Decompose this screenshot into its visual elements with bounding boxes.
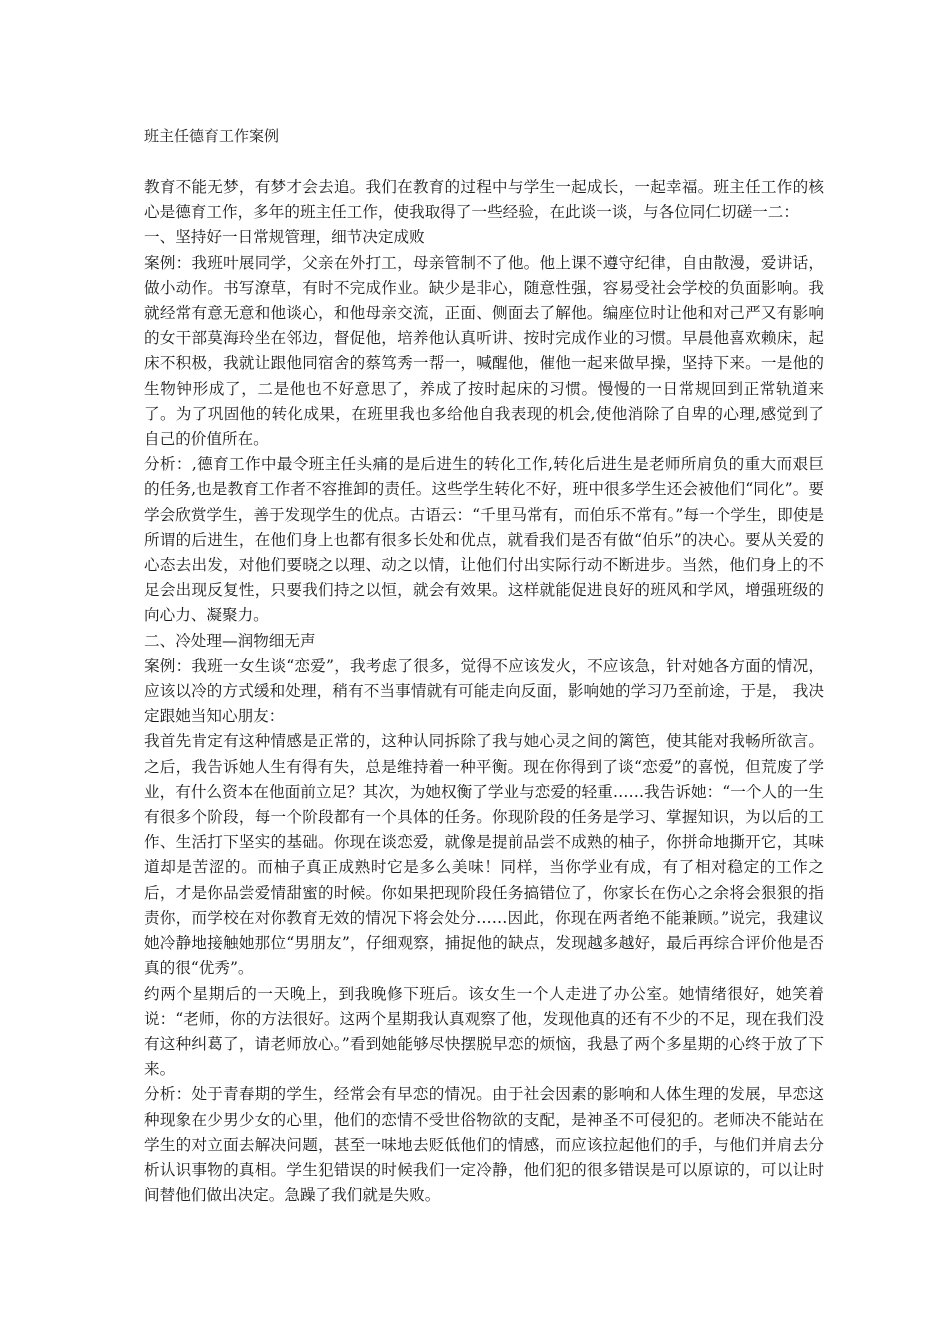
document-title: 班主任德育工作案例	[144, 127, 280, 145]
document-body	[144, 175, 824, 1208]
paragraph-case-1: 案例：我班叶展同学，父亲在外打工，母亲管制不了他。他上课不遵守纪律，自由散漫，爱讲话，做小动作。书写潦草，有时不完成作业。缺少是非心，随意性强，容易受社会学校的负面影响。我就经常有意无意和他谈心，和他母亲交流，正面、侧面去了解他。编座位时让他和对己严又有影响的女干部莫海玲坐在邻边，督促他，培养他认真听讲、按时完成作业的习惯。早晨他喜欢赖床，起床不积极，我就让跟他同宿舍的蔡笃秀一帮一，喊醒他，催他一起来做早操，坚持下来。一是他的生物钟形成了，二是他也不好意思了，养成了按时起床的习惯。慢慢的一日常规回到正常轨道来了。为了巩固他的转化成果，在班里我也多给他自我表现的机会,使他消除了自卑的心理,感觉到了自己的价值所在。	[144, 253, 824, 449]
paragraph-case-2-outcome: 约两个星期后的一天晚上，到我晚修下班后。该女生一个人走进了办公室。她情绪很好，她笑着说：“老师，你的方法很好。这两个星期我认真观察了他，发现他真的还有不少的不足，现在我们没有这种纠葛了，请老师放心。”看到她能够尽快摆脱早恋的烦恼，我悬了两个多星期的心终于放了下来。	[144, 984, 824, 1079]
section-heading-2: 二、冷处理—润物细无声	[144, 631, 316, 650]
paragraph-analysis-1: 分析：,德育工作中最令班主任头痛的是后进生的转化工作,转化后进生是老师所肩负的重大而艰巨的任务,也是教育工作者不容推卸的责任。这些学生转化不好，班中很多学生还会被他们“同化”。要学会欣赏学生，善于发现学生的优点。古语云：“千里马常有，而伯乐不常有。”每一个学生，即使是所谓的后进生，在他们身上也都有很多长处和优点，就看我们是否有做“伯乐”的决心。要从关爱的心态去出发，对他们要晓之以理、动之以情，让他们付出实际行动不断进步。当然，他们身上的不足会出现反复性，只要我们持之以恒，就会有效果。这样就能促进良好的班风和学风，增强班级的向心力、凝聚力。	[144, 455, 824, 625]
paragraph-intro: 教育不能无梦，有梦才会去追。我们在教育的过程中与学生一起成长，一起幸福。班主任工作的核心是德育工作，多年的班主任工作，使我取得了一些经验，在此谈一谈，与各位同仁切磋一二：	[144, 178, 824, 222]
paragraph-case-2: 案例：我班一女生谈“恋爱”，我考虑了很多，觉得不应该发火，不应该急，针对她各方面的情况，应该以冷的方式缓和处理，稍有不当事情就有可能走向反面，影响她的学习乃至前途，于是， 我决定跟她当知心朋友：	[144, 656, 824, 726]
paragraph-analysis-2: 分析：处于青春期的学生，经常会有早恋的情况。由于社会因素的影响和人体生理的发展，早恋这种现象在少男少女的心里，他们的恋情不受世俗物欲的支配，是神圣不可侵犯的。老师决不能站在学生的对立面去解决问题，甚至一味地去贬低他们的情感，而应该拉起他们的手，与他们并肩去分析认识事物的真相。学生犯错误的时候我们一定冷静，他们犯的很多错误是可以原谅的，可以让时间替他们做出决定。急躁了我们就是失败。	[144, 1085, 824, 1205]
paragraph-case-2-detail: 我首先肯定有这种情感是正常的，这种认同拆除了我与她心灵之间的篱笆，使其能对我畅所欲言。之后，我告诉她人生有得有失，总是维持着一种平衡。现在你得到了谈“恋爱”的喜悦，但荒废了学业，有什么资本在他面前立足？其次，为她权衡了学业与恋爱的轻重……我告诉她：“一个人的一生有很多个阶段，每一个阶段都有一个具体的任务。你现阶段的任务是学习、掌握知识，为以后的工作、生活打下坚实的基础。你现在谈恋爱，就像是提前品尝不成熟的柚子，你拼命地撕开它，其味道却是苦涩的。而柚子真正成熟时它是多么美味！同样，当你学业有成，有了相对稳定的工作之后，才是你品尝爱情甜蜜的时候。你如果把现阶段任务搞错位了，你家长在伤心之余将会狠狠的指责你，而学校在对你教育无效的情况下将会处分……因此，你现在两者绝不能兼顾。”说完，我建议她冷静地接触她那位“男朋友”，仔细观察，捕捉他的缺点，发现越多越好，最后再综合评价他是否真的很“优秀”。	[144, 732, 824, 978]
section-heading-1: 一、坚持好一日常规管理，细节决定成败	[144, 228, 425, 247]
